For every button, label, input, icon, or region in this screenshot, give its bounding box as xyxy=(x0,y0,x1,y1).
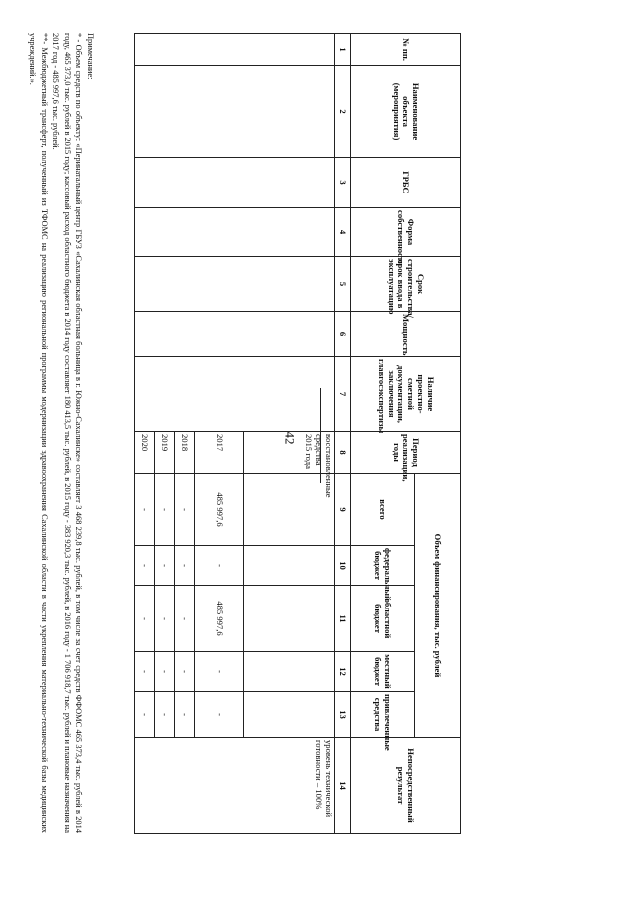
col-number-11: 11 xyxy=(335,586,351,652)
cell-total: - xyxy=(135,474,155,546)
col-number-8: 8 xyxy=(335,432,351,474)
cell-federal: - xyxy=(135,546,155,586)
cell-empty xyxy=(135,208,335,257)
cell-empty xyxy=(135,158,335,208)
cell-period-restored: восстановленные средства 2015 года xyxy=(244,432,335,474)
cell-regional: 485 997,6 xyxy=(195,586,244,652)
cell-total: - xyxy=(155,474,175,546)
cell-empty xyxy=(135,357,335,432)
col-number-9: 9 xyxy=(335,474,351,546)
cell-local: - xyxy=(175,652,195,692)
header-federal: федеральный бюджет xyxy=(351,546,415,586)
cell-empty xyxy=(244,586,335,652)
cell-regional: - xyxy=(135,586,155,652)
cell-empty xyxy=(244,474,335,546)
header-construction-period: Срок строительства/срок ввода в эксплуатацию xyxy=(351,257,461,312)
cell-local: - xyxy=(135,652,155,692)
col-number-5: 5 xyxy=(335,257,351,312)
note-2: **- Межбюджетный трансферт, полученный из ТФОМС на реализацию региональной программы модернизации здравоохранения Сахалинской области в части укрепления материально-технической базы медицинских учреждений.». xyxy=(28,33,49,833)
col-number-1: 1 xyxy=(335,34,351,66)
cell-attracted: - xyxy=(195,692,244,738)
col-number-2: 2 xyxy=(335,66,351,158)
cell-empty xyxy=(244,652,335,692)
cell-federal: - xyxy=(195,546,244,586)
col-number-13: 13 xyxy=(335,692,351,738)
header-attracted: привлеченные средства xyxy=(351,692,415,738)
header-result: Непосредственный результат xyxy=(351,738,461,834)
cell-year: 2018 xyxy=(175,432,195,474)
cell-year: 2019 xyxy=(155,432,175,474)
note-1: * - Объем средств по объекту: «Перинатальный центр ГБУЗ «Сахалинская областная больница в г. Южно-Сахалинске» составляет 3 468 239,8 тыс. рублей, в том числе за счет средств ФФОМС 465 373,4 тыс. рублей в 2014 году, 465 373,0 тыс. рублей в 2015 году; кассовый расход областного бюджета в 2014 году составляет 180 413,5 тыс. рублей, в 2015 году - 383 920,3 тыс. рублей, в 2016 году - 1 706 918,7 тыс. рублей и плановые назначения на 2017 год - 485 997,6 тыс. рублей. xyxy=(51,33,84,833)
cell-local: - xyxy=(195,652,244,692)
header-total: всего xyxy=(351,474,415,546)
header-grbs: ГРБС xyxy=(351,158,461,208)
header-funding: Объем финансирования, тыс. рублей xyxy=(415,474,461,738)
header-ownership: Форма собственности xyxy=(351,208,461,257)
cell-empty xyxy=(135,66,335,158)
page-number: 42 xyxy=(282,431,298,445)
cell-year: 2017 xyxy=(195,432,244,474)
col-number-12: 12 xyxy=(335,652,351,692)
rotated-page-content xyxy=(28,33,461,833)
header-num: № пп. xyxy=(351,34,461,66)
cell-empty xyxy=(135,34,335,66)
cell-empty xyxy=(135,312,335,357)
cell-total: 485 997,6 xyxy=(195,474,244,546)
col-number-3: 3 xyxy=(335,158,351,208)
cell-federal: - xyxy=(175,546,195,586)
cell-federal: - xyxy=(155,546,175,586)
col-number-7: 7 xyxy=(335,357,351,432)
cell-attracted: - xyxy=(155,692,175,738)
cell-regional: - xyxy=(175,586,195,652)
cell-result: уровень технической готовности – 100% xyxy=(135,738,335,834)
notes-title: Примечание: xyxy=(86,33,95,80)
cell-attracted: - xyxy=(135,692,155,738)
col-number-4: 4 xyxy=(335,208,351,257)
table-row xyxy=(244,34,335,834)
header-local: местный бюджет xyxy=(351,652,415,692)
header-name: Наименование объекта (мероприятия) xyxy=(351,66,461,158)
header-regional: областной бюджет xyxy=(351,586,415,652)
cell-year: 2020 xyxy=(135,432,155,474)
header-project-docs: Наличие проектно-сметной документации, заключения главгосэкспертизы xyxy=(351,357,461,432)
cell-regional: - xyxy=(155,586,175,652)
header-period: Период реализации, годы xyxy=(351,432,461,474)
cell-empty xyxy=(135,257,335,312)
notes-section xyxy=(27,33,96,833)
col-number-14: 14 xyxy=(335,738,351,834)
cell-empty xyxy=(244,546,335,586)
financing-table xyxy=(134,33,461,834)
col-number-10: 10 xyxy=(335,546,351,586)
cell-empty xyxy=(244,692,335,738)
header-capacity: Мощность xyxy=(351,312,461,357)
col-number-6: 6 xyxy=(335,312,351,357)
cell-total: - xyxy=(175,474,195,546)
cell-attracted: - xyxy=(175,692,195,738)
cell-local: - xyxy=(155,652,175,692)
